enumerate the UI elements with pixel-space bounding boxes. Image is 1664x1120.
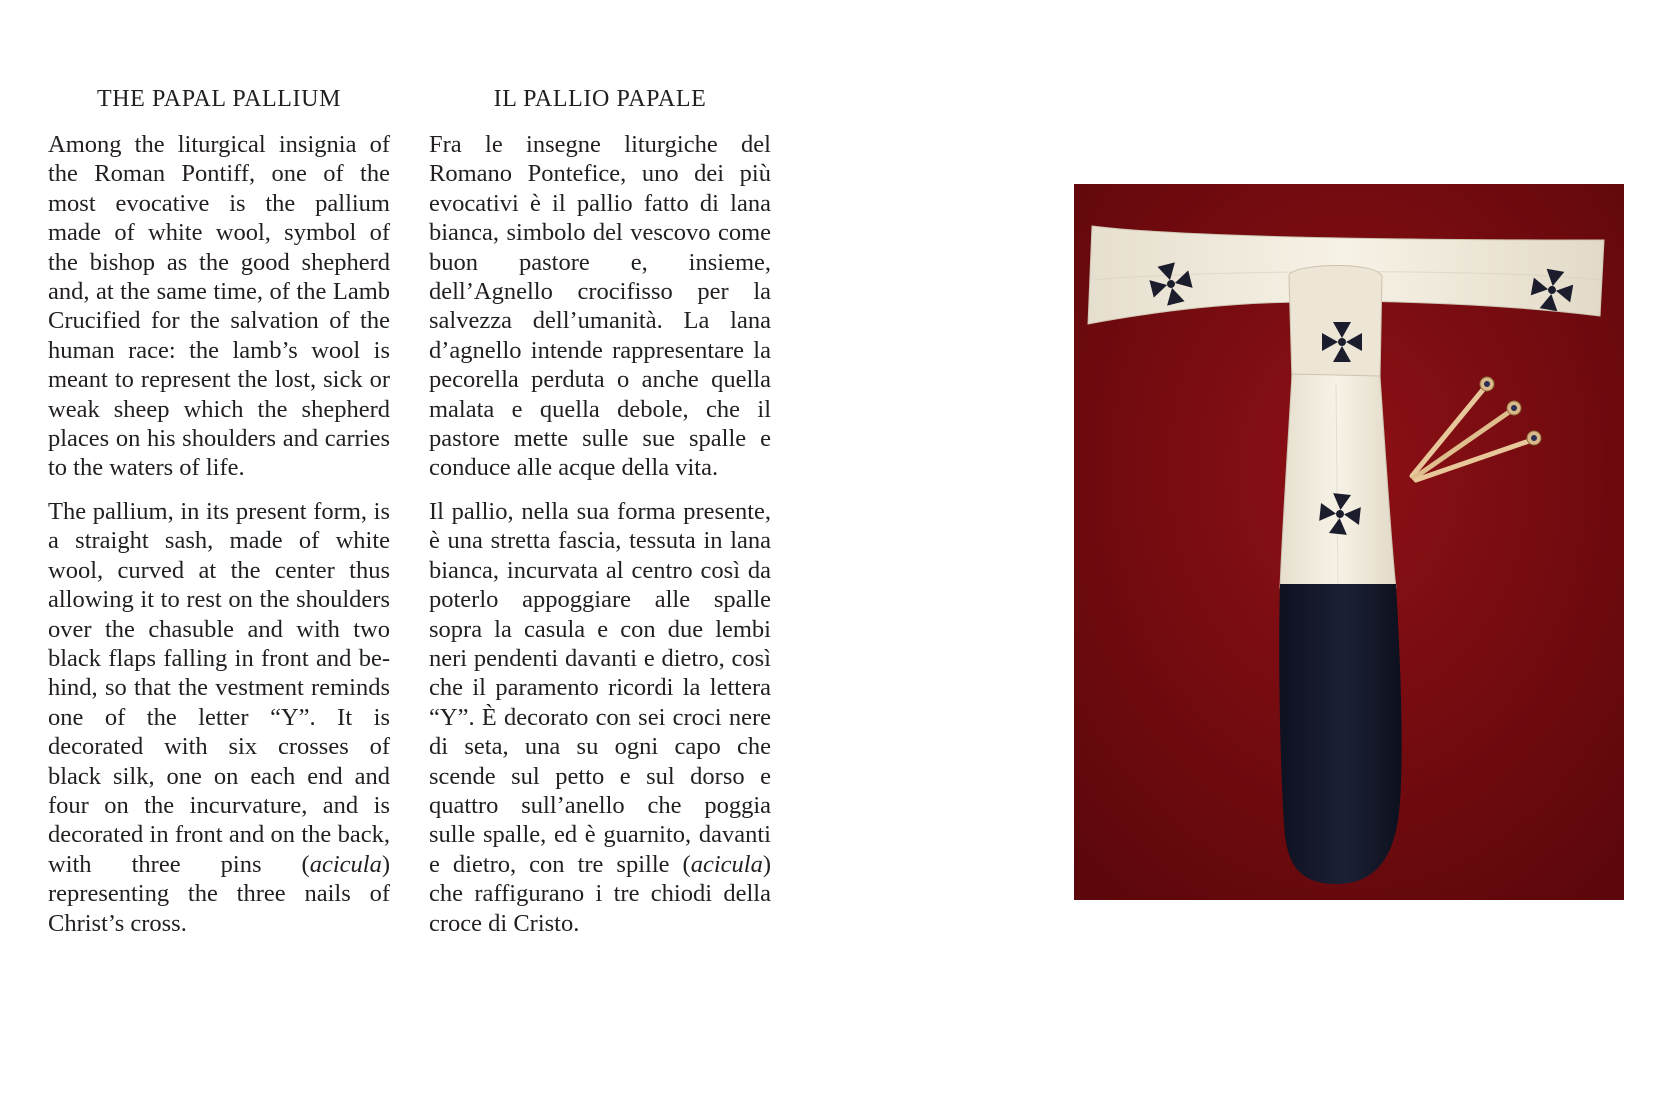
english-column xyxy=(48,84,390,952)
italian-column xyxy=(429,84,771,952)
english-heading: THE PAPAL PALLIUM xyxy=(96,86,342,112)
italian-paragraph-2 xyxy=(429,497,771,938)
english-paragraph-1: Among the liturgical insignia of the Roman Pontiff, one of the most evocative is the pallium made of white wool, symbol of the bishop as the good shepherd and, at the same time, of the Lamb Crucified for the salvation of the human race: the lamb’s wool is meant to represent the lost, sick or weak sheep which the shepherd places on his shoulders and carries to the waters of life. xyxy=(48,131,390,482)
italian-paragraph-2-text-end: ) che raffigurano i tre chiodi della croce di Cristo. xyxy=(429,850,771,937)
italian-paragraph-2-text-start: Il pallio, nella sua forma presente, è una stretta fascia, tessuta in lana bianca, incurvata al centro così da poterlo appoggiare alle spalle sopra la casula e con due lembi neri pendenti davanti e dietro, così che il paramento ricordi la lettera “Y”. È decorato con sei croci nere di seta, una su ogni capo che scende sul petto e sul dorso e quattro sull’anello che poggia sulle spalle, ed è guarnito, davanti e dietro, con tre spille ( xyxy=(429,497,771,878)
english-paragraph-2-text-start: The pallium, in its present form, is a straight sash, made of white wool, curved at the center thus allowing it to rest on the shoulders over the chasuble and with two black flaps falling in front and behind, so that the vestment reminds one of the letter “Y”. It is decorated with six crosses of black silk, one on each end and four on the incurvature, and is decorated in front and on the back, with three pins ( xyxy=(48,497,390,878)
italian-paragraph-1: Fra le insegne liturgiche del Romano Pontefice, uno dei più evocativi è il pallio fatto di lana bianca, simbolo del vescovo come buon pastore e, insieme, dell’Agnello crocifisso per la salvezza dell’umanità. La lana d’agnello intende rappresentare la pecorella perduta o anche quella malata e quella debole, che il pastore mette sulle sue spalle e conduce alle acque della vita. xyxy=(429,131,771,482)
pallium-illustration xyxy=(1074,184,1624,900)
english-paragraph-2-italic: acicula xyxy=(309,850,382,878)
pallium-black-flap xyxy=(1279,584,1401,884)
pallium-photo xyxy=(1074,184,1624,900)
english-paragraph-2 xyxy=(48,497,390,938)
italian-paragraph-2-italic: acicula xyxy=(690,850,763,878)
italian-heading: IL PALLIO PAPALE xyxy=(493,86,707,112)
english-paragraph-2-text-end: ) representing the three nails of Christ’s cross. xyxy=(48,850,390,937)
